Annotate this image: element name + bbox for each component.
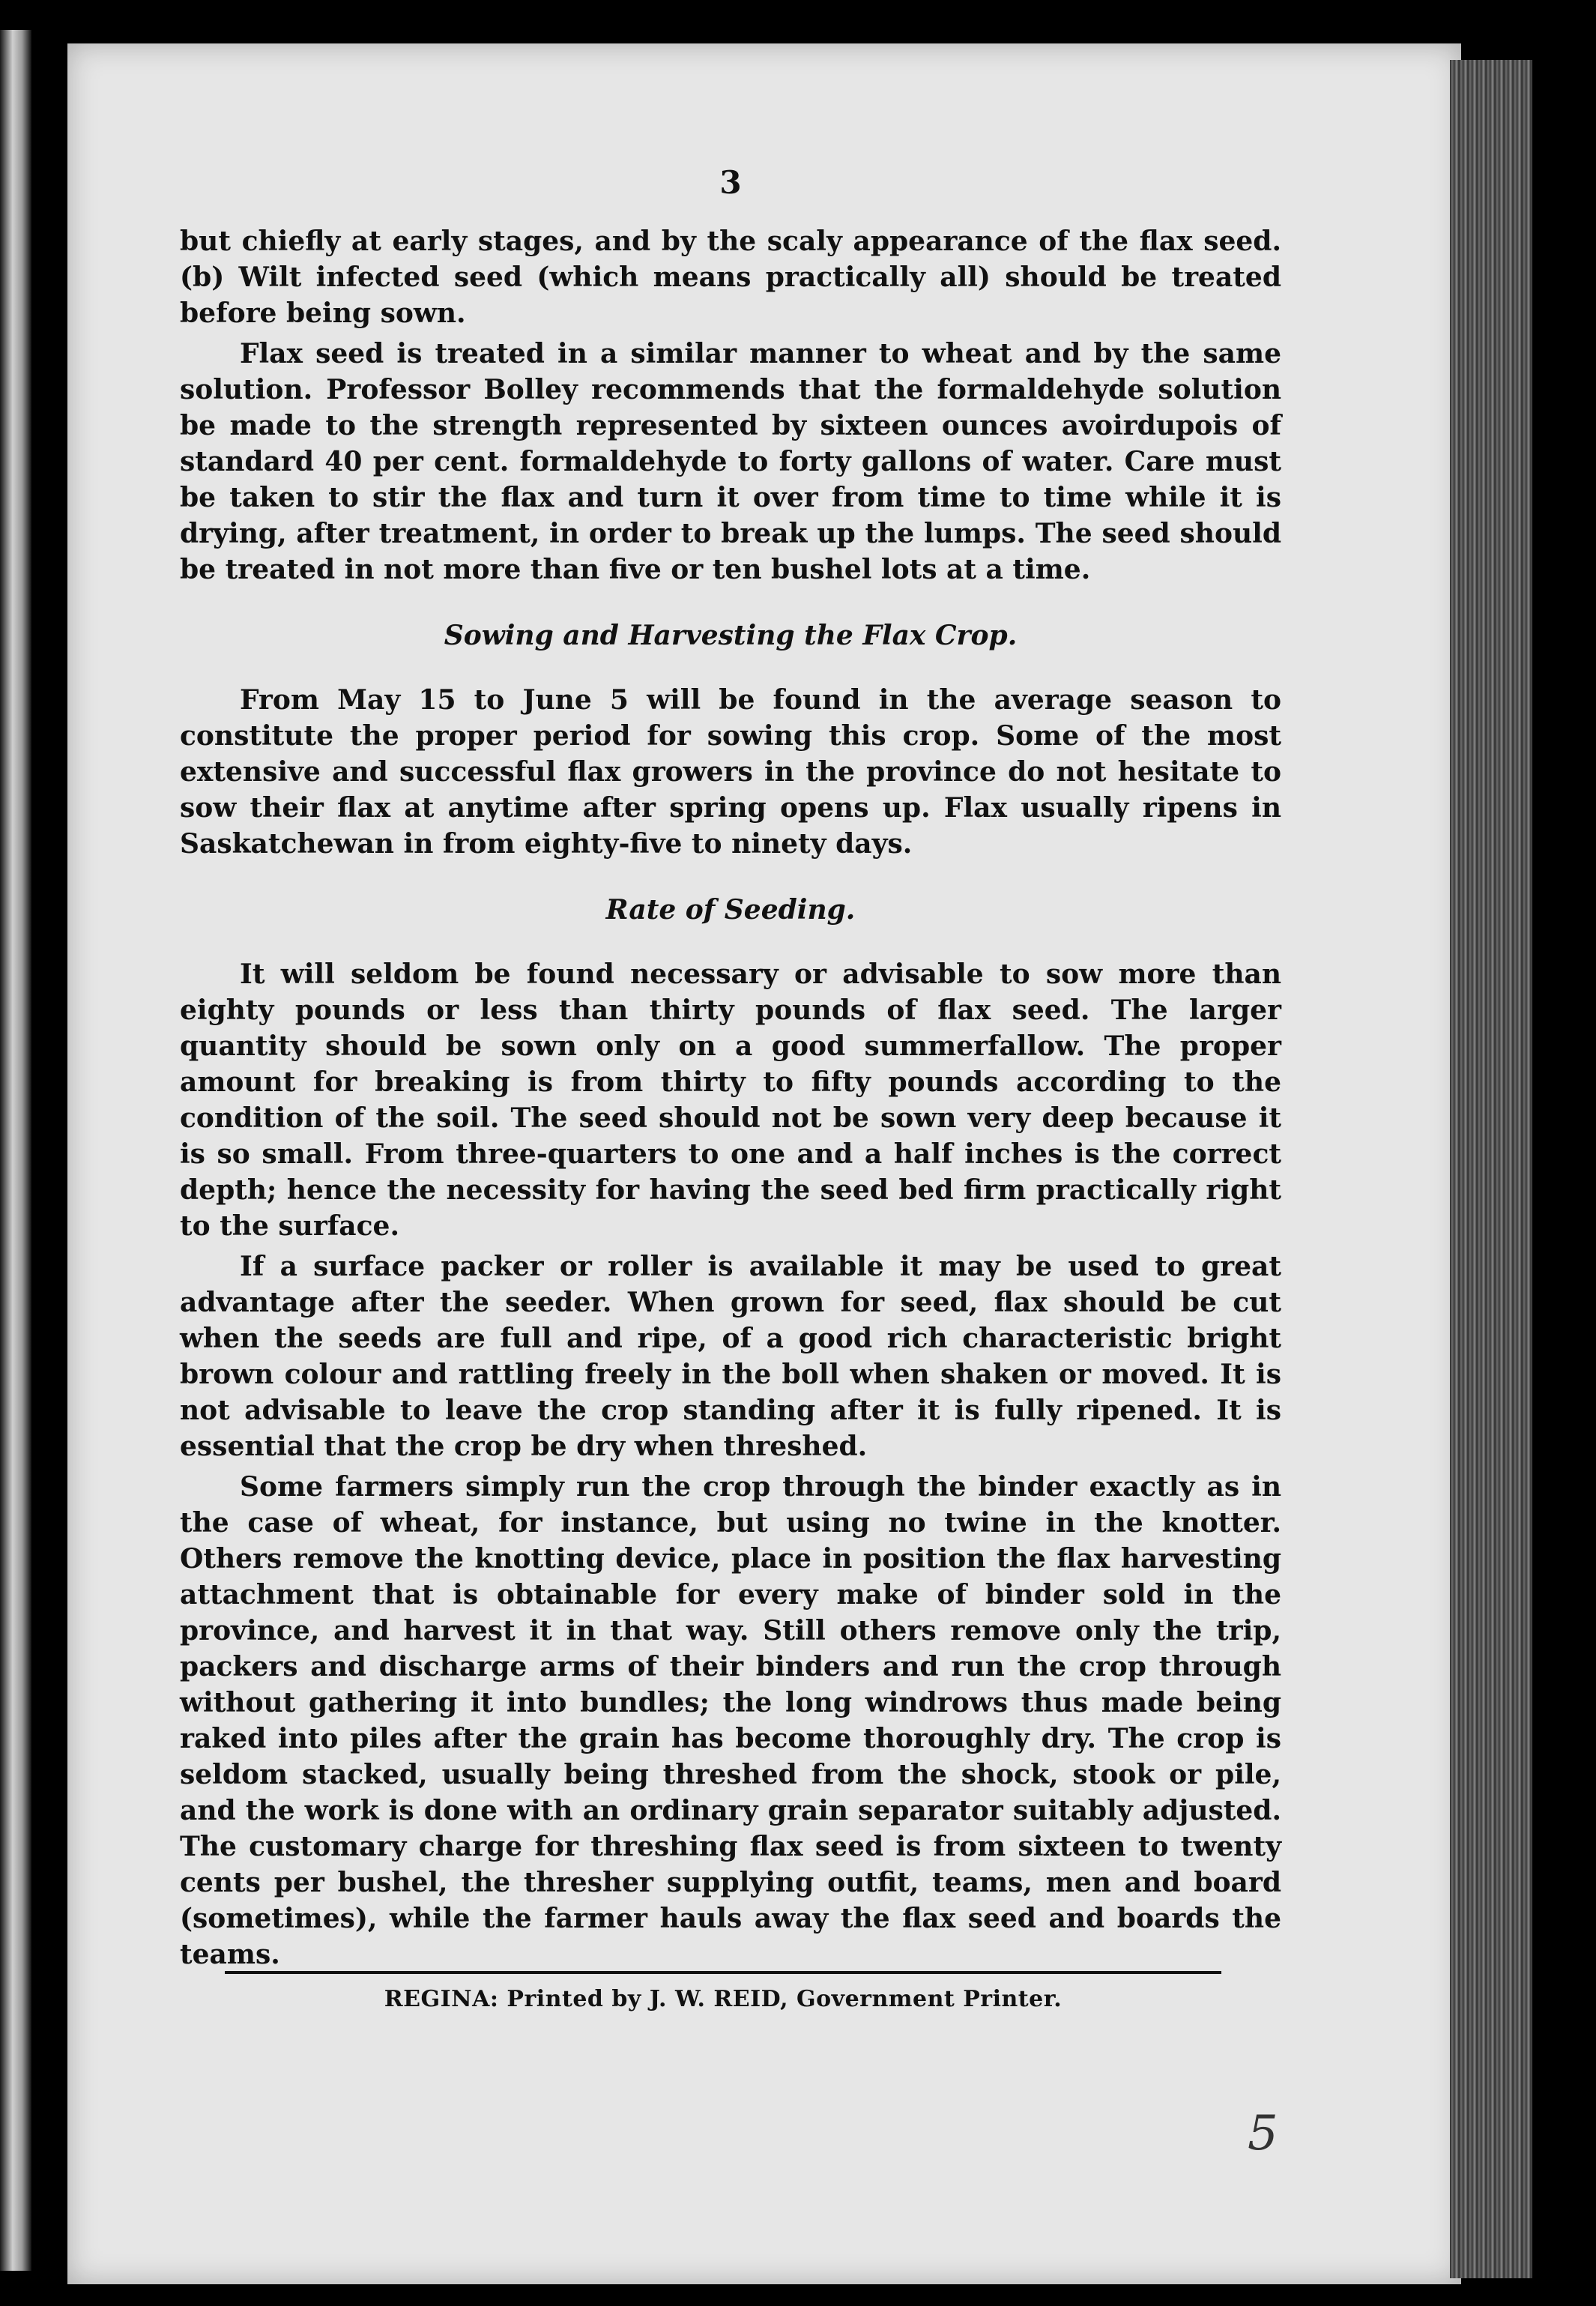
printer-imprint: REGINA: Printed by J. W. REID, Government Printer.: [384, 1986, 1063, 2012]
adjacent-page-edge: [0, 30, 31, 2271]
section-heading-sowing: Sowing and Harvesting the Flax Crop.: [444, 620, 1018, 651]
intro-paragraph-2: Flax seed is treated in a similar manner to wheat and by the same solution. Professor Bolley recommends that the formaldehyde solution be made to the strength represented by sixteen ounces avoirdupois of standard 40 per cent. formaldehyde to forty gallons of water. Care must be taken to stir the flax and turn it over from time to time while it is drying, after treatment, in order to break up the lumps. The seed should be treated in not more than five or ten bushel lots at a time.: [180, 338, 1281, 585]
footer-rule: [225, 1971, 1221, 1974]
page-number: 3: [719, 164, 742, 201]
section-heading-seeding-rate: Rate of Seeding.: [605, 894, 856, 926]
seeding-paragraph-2: If a surface packer or roller is available it may be used to great advantage after the seeder. When grown for seed, flax should be cut when the seeds are full and ripe, of a good rich characteristic bright brown colour and rattling freely in the boll when shaken or moved. It is not advisable to leave the crop standing after it is fully ripened. It is essential that the crop be dry when threshed.: [180, 1251, 1281, 1462]
sowing-paragraph: From May 15 to June 5 will be found in the average season to constitute the proper period for sowing this crop. Some of the most extensive and successful flax growers in the province do not hesitate to sow their flax at anytime after spring opens up. Flax usually ripens in Saskatchewan in from eighty-five to ninety days.: [180, 684, 1281, 860]
seeding-paragraph-3: Some farmers simply run the crop through the binder exactly as in the case of wheat, for instance, but using no twine in the knotter. Others remove the knotting device, place in position the flax harvesting attachment that is obtainable for every make of binder sold in the province, and harvest it in that way. Still others remove only the trip, packers and discharge arms of their binders and run the crop through without gathering it into bundles; the long windrows thus made being raked into piles after the grain has become thoroughly dry. The crop is seldom stacked, usually being threshed from the shock, stook or pile, and the work is done with an ordinary grain separator suitably adjusted. The customary charge for threshing flax seed is from sixteen to twenty cents per bushel, the thresher supplying outfit, teams, men and board (sometimes), while the farmer hauls away the flax seed and boards the teams.: [180, 1471, 1281, 1970]
book-page-edges: [1450, 60, 1532, 2278]
intro-paragraph-1: but chiefly at early stages, and by the scaly appearance of the flax seed. (b) Wilt infected seed (which means practically all) should be treated before being sown.: [180, 226, 1281, 329]
handwritten-mark: 5: [1248, 2106, 1278, 2161]
seeding-paragraph-1: It will seldom be found necessary or advisable to sow more than eighty pounds or less than thirty pounds of flax seed. The larger quantity should be sown only on a good summerfallow. The proper amount for breaking is from thirty to fifty pounds according to the condition of the soil. The seed should not be sown very deep because it is so small. From three-quarters to one and a half inches is the correct depth; hence the necessity for having the seed bed firm practically right to the surface.: [180, 959, 1281, 1242]
page-content: [180, 165, 1281, 1977]
